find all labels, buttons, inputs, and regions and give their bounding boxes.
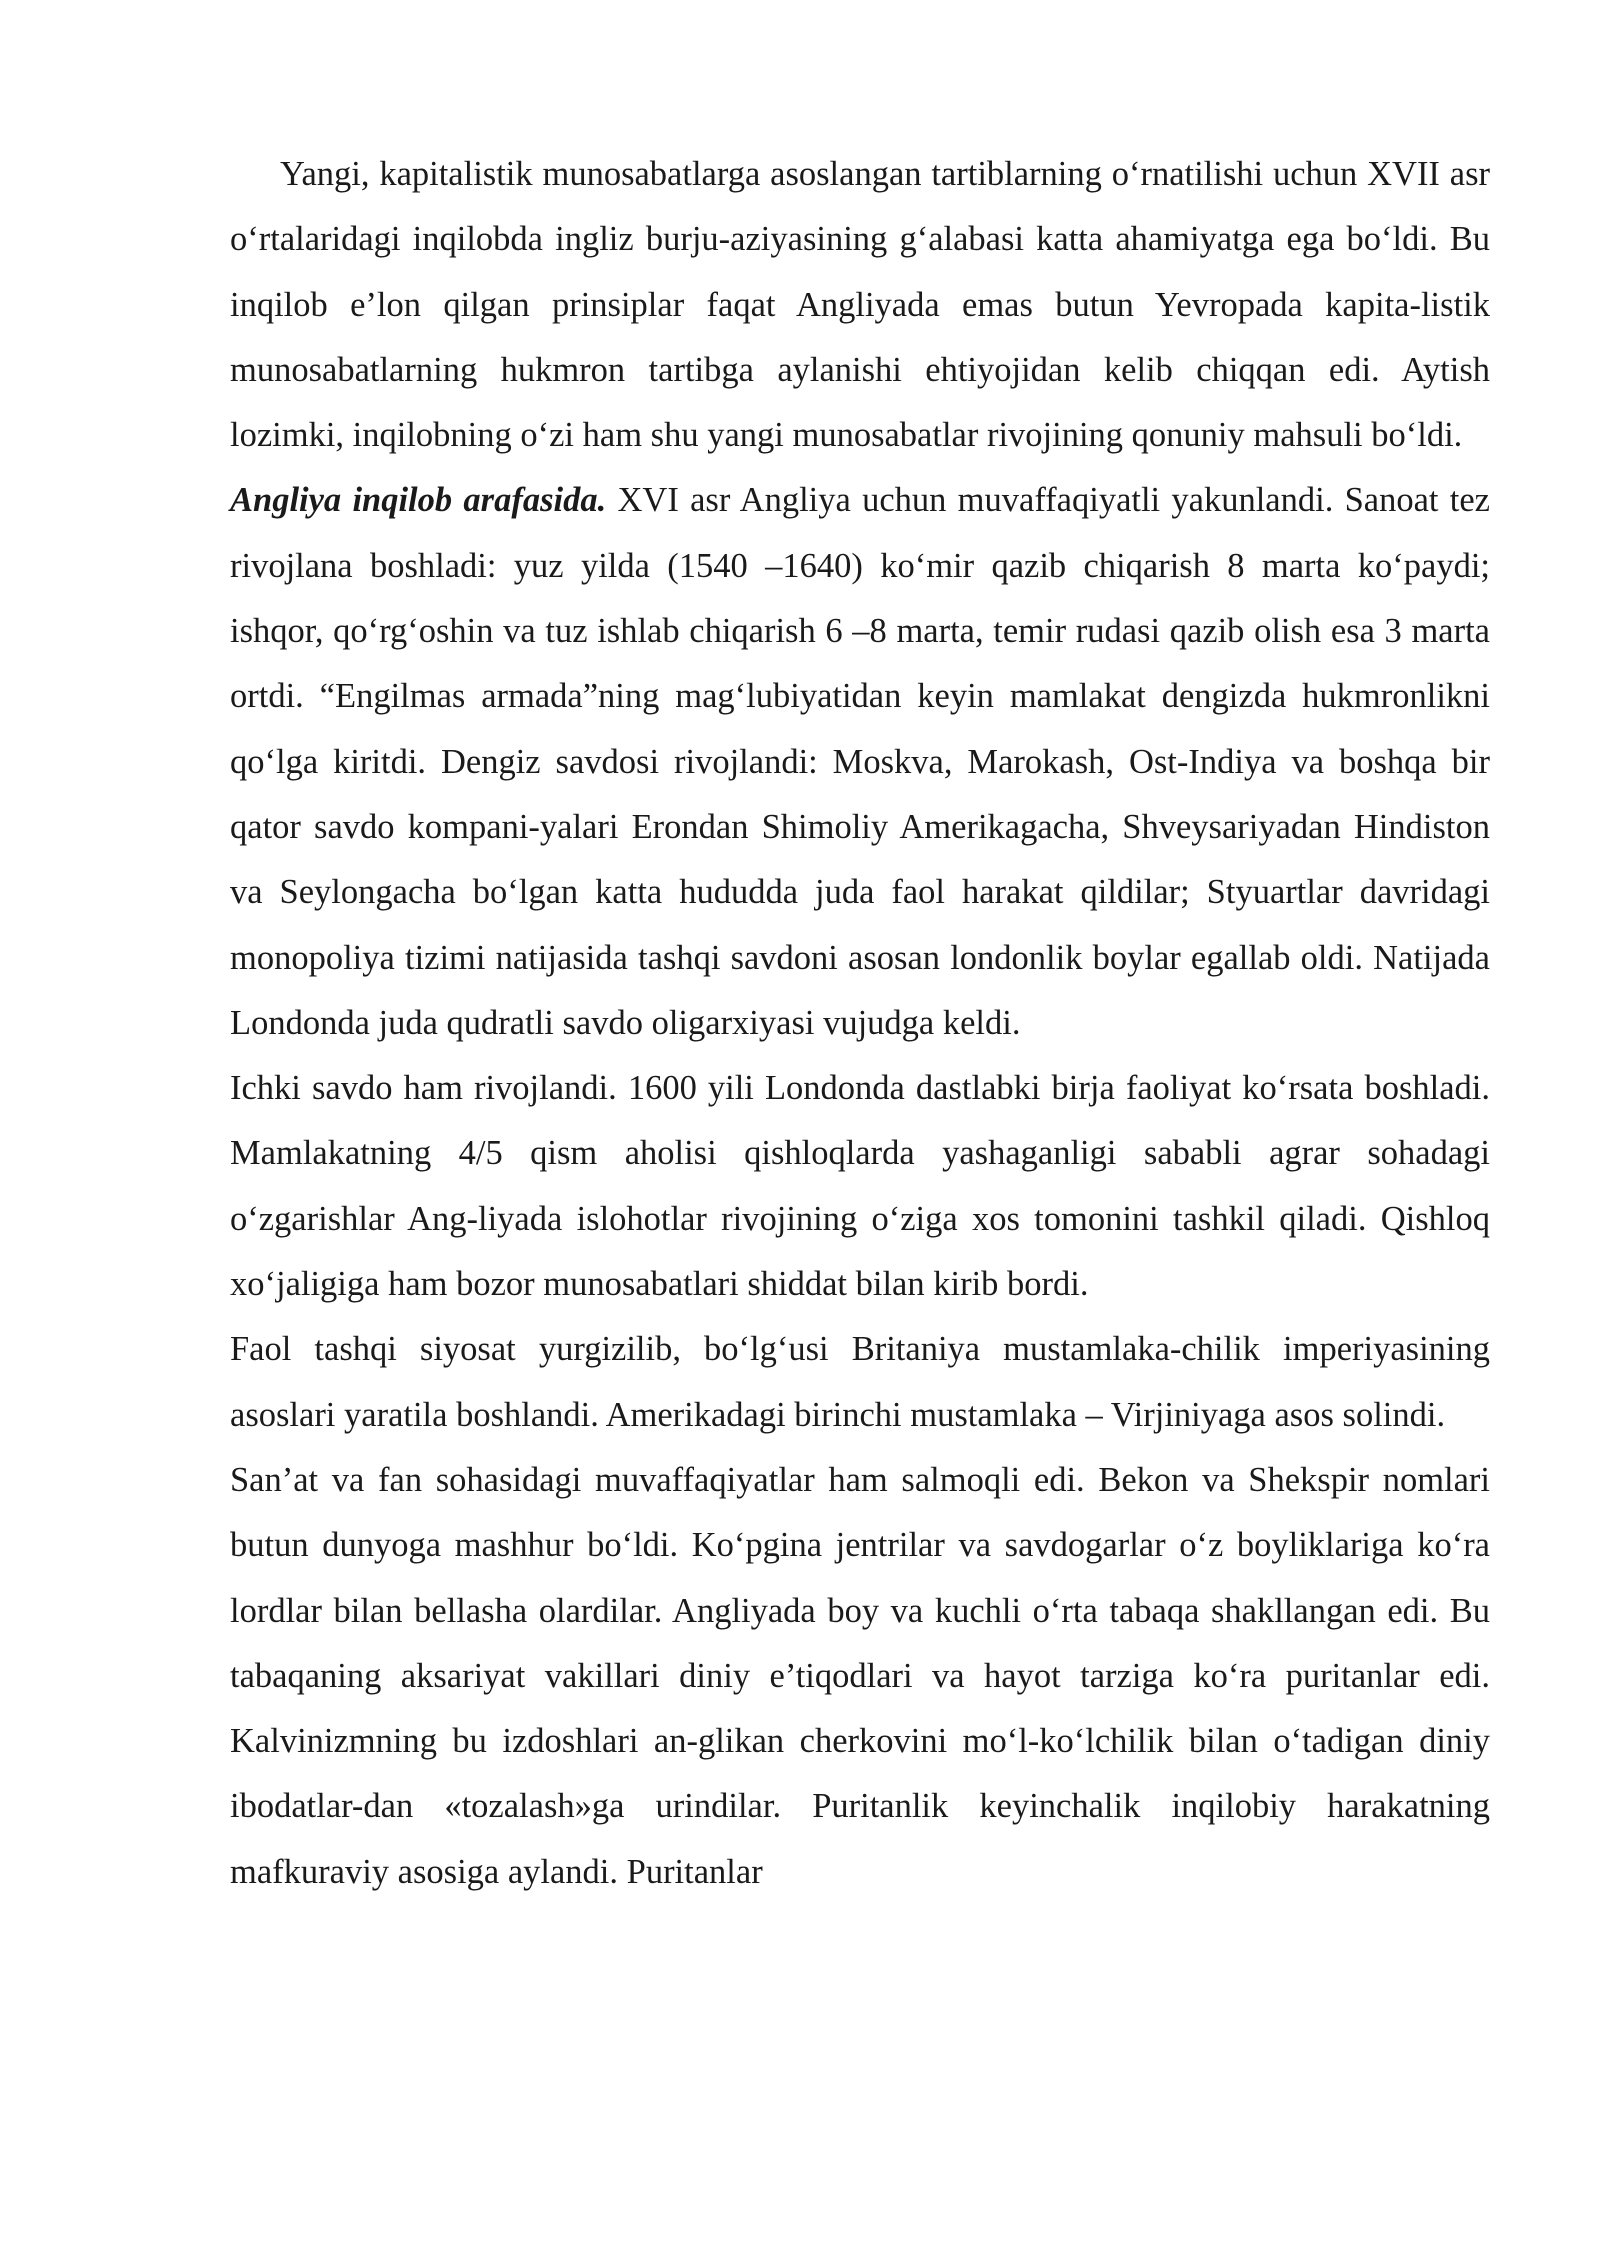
section-heading: Angliya inqilob arafasida. [230,481,607,520]
paragraph-angliya-text: XVI asr Angliya uchun muvaffaqiyatli yakunlandi. Sanoat tez rivojlana boshladi: yuz yilda (1540 –1640) ko‘mir qazib chiqarish 8 marta ko‘paydi; ishqor, qo‘rg‘oshin va tuz ishlab chiqarish 6 –8 marta, temir rudasi qazib olish esa 3 marta ortdi. “Engilmas armada”ning mag‘lubiyatidan keyin mamlakat dengizda hukmronlikni qo‘lga kiritdi. Dengiz savdosi rivojlandi: Moskva, Marokash, Ost-Indiya va boshqa bir qator savdo kompani-yalari Erondan Shimoliy Amerikagacha, Shveysariyadan Hindiston va Seylongacha bo‘lgan katta hududda juda faol harakat qildilar; Styuartlar davridagi monopoliya tizimi natijasida tashqi savdoni asosan londonlik boylar egallab oldi. Natijada Londonda juda qudratli savdo oligarxiyasi vujudga keldi. [230,481,1490,1042]
paragraph-angliya [230,468,1490,1056]
paragraph-ichki-savdo: Ichki savdo ham rivojlandi. 1600 yili Londonda dastlabki birja faoliyat ko‘rsata boshladi. Mamlakatning 4/5 qism aholisi qishloqlarda yashaganligi sababli agrar sohadagi o‘zgarishlar Ang-liyada islohotlar rivojining o‘ziga xos tomonini tashkil qiladi. Qishloq xo‘jaligiga ham bozor munosabatlari shiddat bilan kirib bordi. [230,1069,1490,1304]
paragraph-intro: Yangi, kapitalistik munosabatlarga asoslangan tartiblarning o‘rnatilishi uchun XVII asr o‘rtalaridagi inqilobda ingliz burju-aziyasining g‘alabasi katta ahamiyatga ega bo‘ldi. Bu inqilob e’lon qilgan prinsiplar faqat Angliyada emas butun Yevropada kapita-listik munosabatlarning hukmron tartibga aylanishi ehtiyojidan kelib chiqqan edi. Aytish lozimki, inqilobning o‘zi ham shu yangi munosabatlar rivojining qonuniy mahsuli bo‘ldi. [230,155,1490,455]
paragraph-tashqi-siyosat: Faol tashqi siyosat yurgizilib, bo‘lg‘usi Britaniya mustamlaka-chilik imperiyasining asoslari yaratila boshlandi. Amerikadagi birinchi mustamlaka – Virjiniyaga asos solindi. [230,1330,1490,1434]
paragraph-sanat-fan: San’at va fan sohasidagi muvaffaqiyatlar ham salmoqli edi. Bekon va Shekspir nomlari butun dunyoga mashhur bo‘ldi. Ko‘pgina jentrilar va savdogarlar o‘z boyliklariga ko‘ra lordlar bilan bellasha olardilar. Angliyada boy va kuchli o‘rta tabaqa shakllangan edi. Bu tabaqaning aksariyat vakillari diniy e’tiqodlari va hayot tarziga ko‘ra puritanlar edi. Kalvinizmning bu izdoshlari an-glikan cherkovini mo‘l-ko‘lchilik bilan o‘tadigan diniy ibodatlar-dan «tozalash»ga urindilar. Puritanlik keyinchalik inqilobiy harakatning mafkuraviy asosiga aylandi. Puritanlar [230,1460,1490,1891]
document-page [230,142,1490,1905]
